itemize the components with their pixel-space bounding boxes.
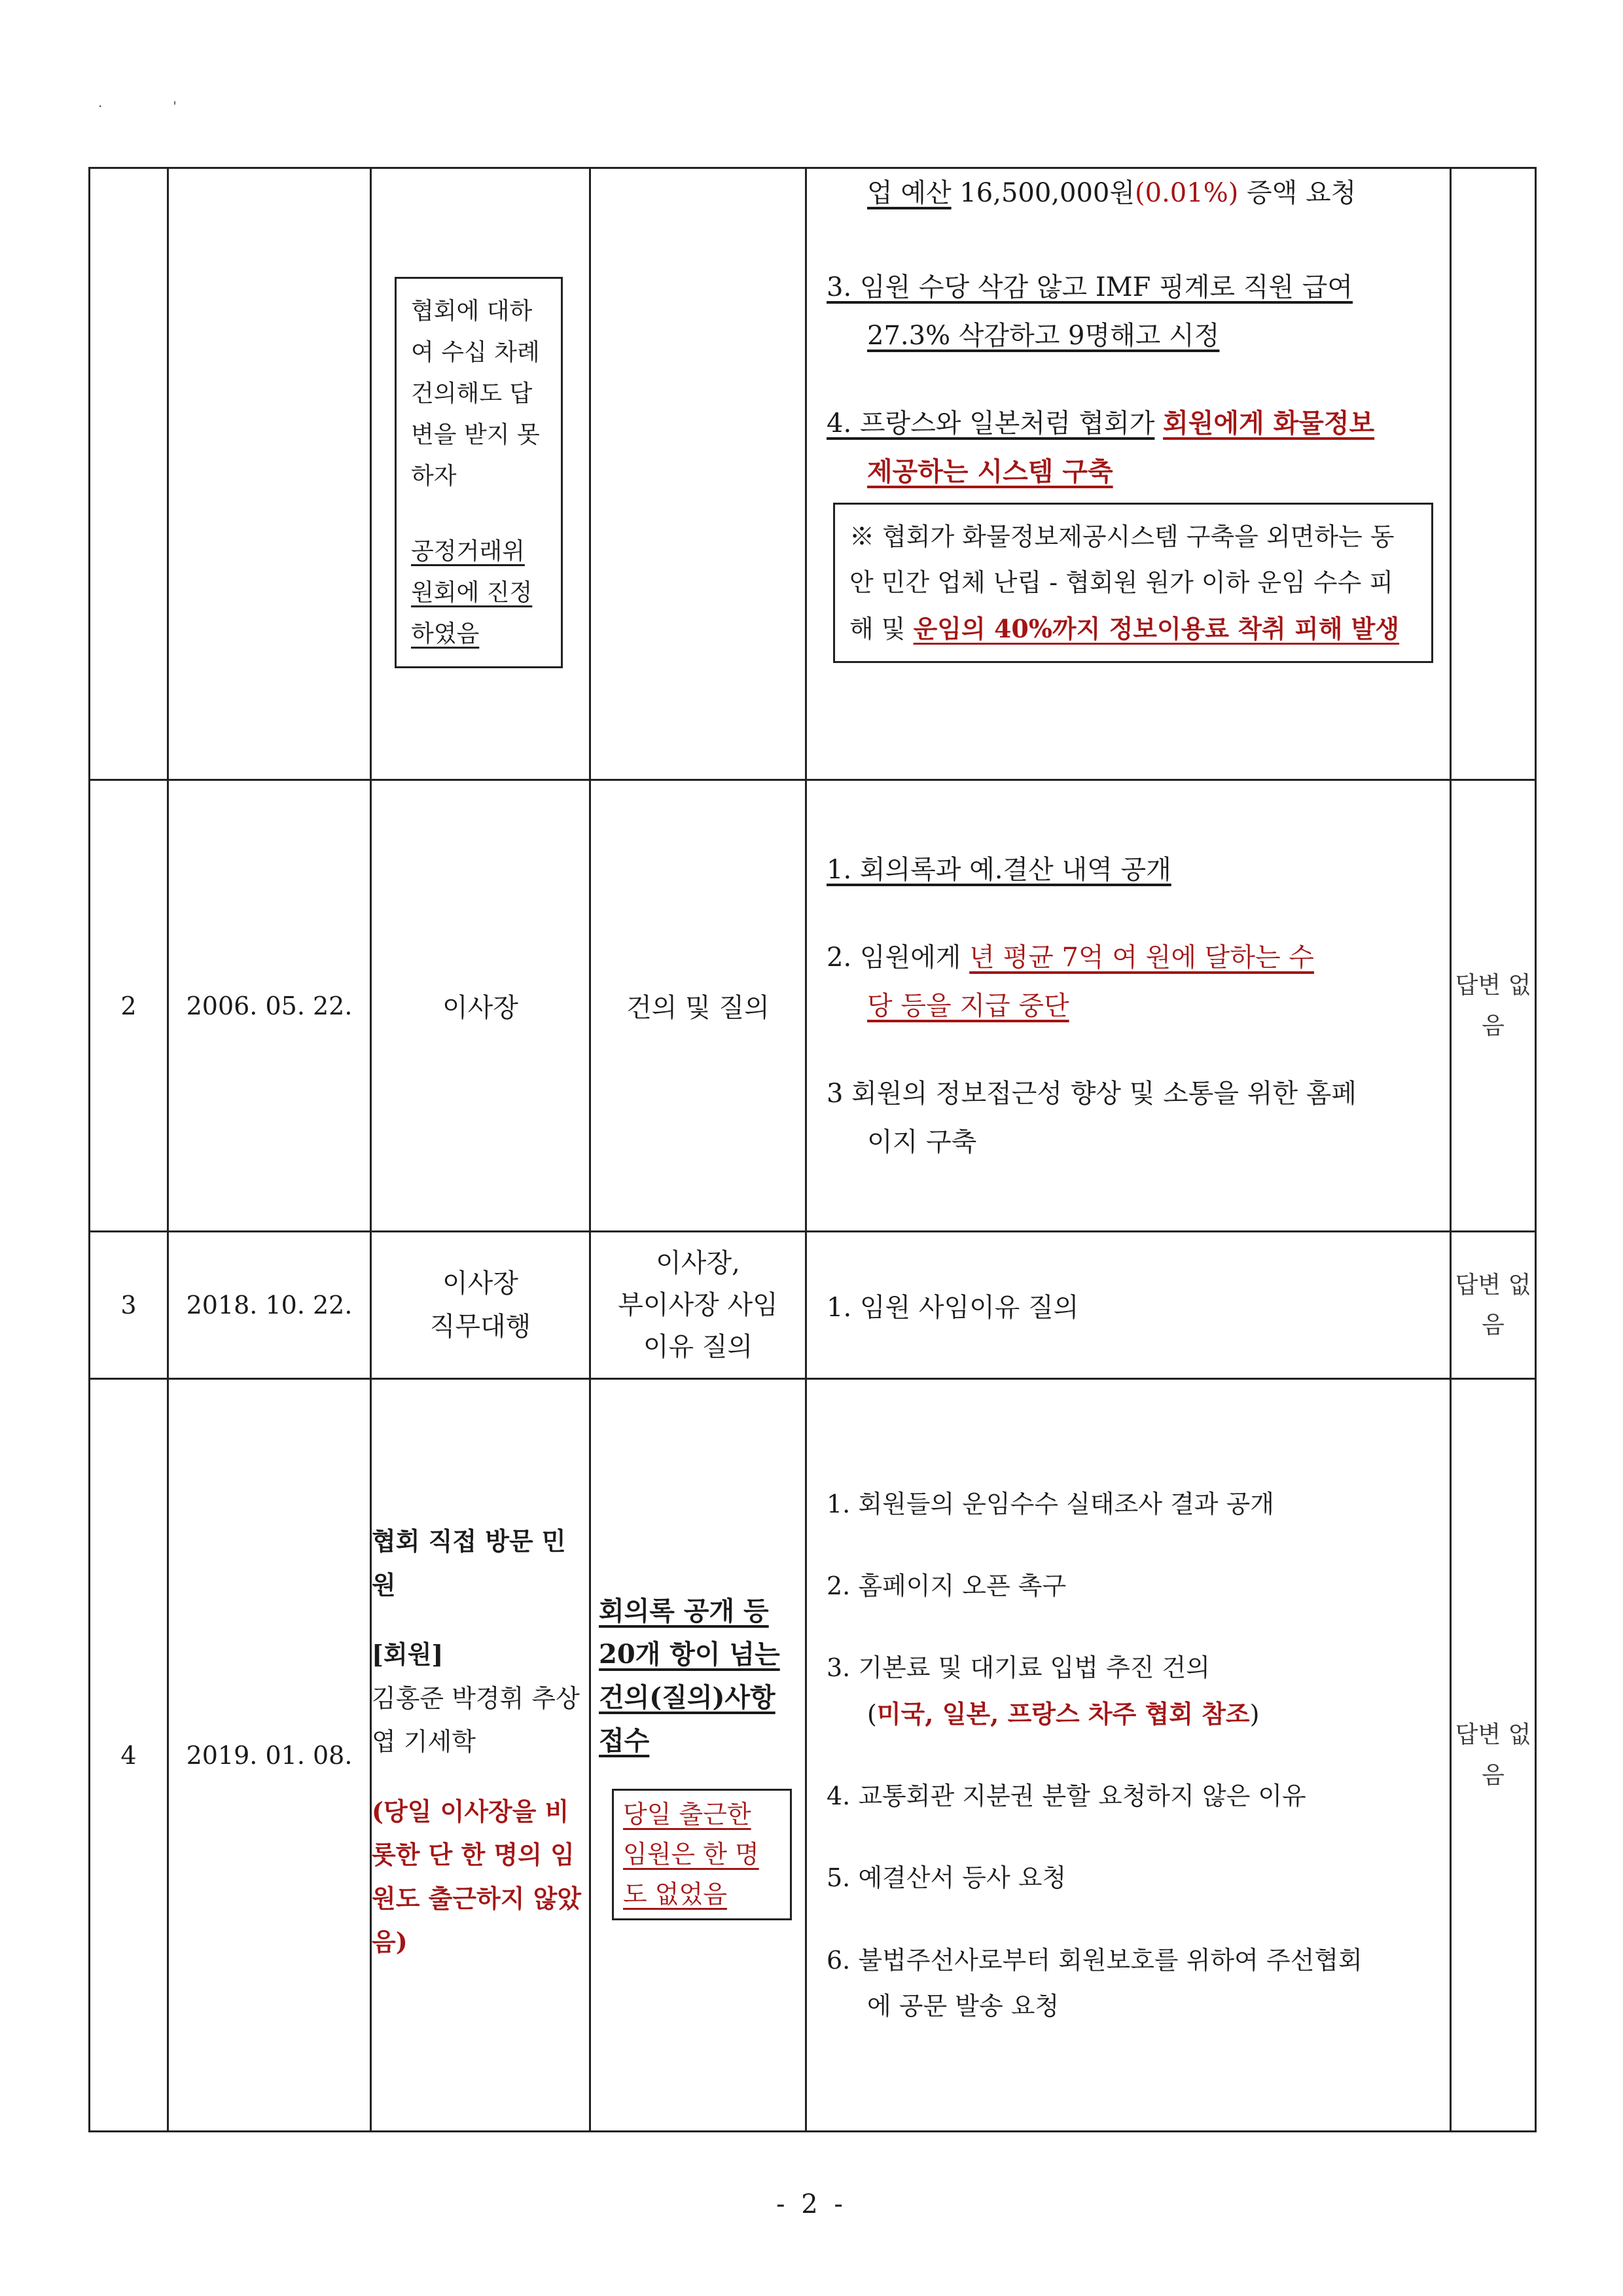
request-highlight: 제공하는 시스템 구축 <box>867 456 1113 487</box>
request-item <box>827 846 1433 894</box>
request-type-line: 이사장, <box>656 1248 740 1278</box>
requester-cell <box>371 1232 590 1379</box>
request-text: 1. 임원 사임이유 질의 <box>827 1292 1079 1323</box>
request-item <box>827 169 1433 217</box>
scan-specks: · ' <box>98 98 177 114</box>
request-list <box>807 826 1450 1186</box>
request-text: 4. 교통회관 지분권 분할 요청하지 않은 이유 <box>827 1782 1306 1810</box>
request-type-cell <box>590 168 806 780</box>
requester-title: 협회 직접 방문 민원 <box>372 1526 566 1600</box>
members-label: [회원] <box>372 1640 444 1670</box>
request-item <box>827 263 1433 360</box>
requester-note-line: 공정거래위원회에 진정하였음 <box>411 538 533 647</box>
request-content-cell <box>806 1232 1451 1379</box>
answer-cell: 답변 없음 <box>1451 780 1536 1232</box>
request-type-note: 당일 출근한 임원은 한 명도 없었음 <box>612 1789 792 1920</box>
request-highlight: 미국, 일본, 프랑스 차주 협회 참조 <box>876 1698 1250 1729</box>
requester-cell <box>371 1379 590 2132</box>
request-item <box>827 1645 1433 1737</box>
request-text: ) <box>1249 1699 1260 1729</box>
request-type-cell <box>590 1379 806 2132</box>
answer-cell <box>1451 168 1536 780</box>
request-text: 업 예산 <box>867 178 952 208</box>
table-row <box>90 1379 1536 2132</box>
request-text: 2. 홈페이지 오픈 촉구 <box>827 1571 1067 1601</box>
request-highlight: 회원에게 화물정보 <box>1163 408 1375 439</box>
request-text: 3. 기본료 및 대기료 입법 추진 건의 <box>827 1653 1210 1683</box>
request-type-line: 부이사장 사임 <box>618 1290 778 1320</box>
request-highlight: (0.01%) <box>1135 178 1239 208</box>
request-content-cell <box>806 168 1451 780</box>
request-text: 16,500,000원 <box>951 178 1135 208</box>
requester-note: (당일 이사장을 비롯한 단 한 명의 임원도 출근하지 않았음) <box>372 1796 582 1957</box>
row-number-cell <box>90 168 168 780</box>
request-type-main: 회의록 공개 등 20개 항이 넘는 건의(질의)사항 접수 <box>599 1596 780 1757</box>
row-number-cell: 4 <box>90 1379 168 2132</box>
note-box <box>833 503 1433 663</box>
complaint-history-table <box>88 167 1537 2132</box>
requester-line: 직무대행 <box>429 1312 531 1342</box>
row-number-cell: 2 <box>90 780 168 1232</box>
answer-cell: 답변 없음 <box>1451 1379 1536 2132</box>
date-cell: 2019. 01. 08. <box>168 1379 371 2132</box>
request-item <box>827 1773 1433 1819</box>
request-text: 27.3% 삭감하고 9명해고 시정 <box>867 321 1220 351</box>
request-text: 2. 임원에게 <box>827 942 961 973</box>
request-content-cell <box>806 1379 1451 2132</box>
request-item <box>827 1563 1433 1609</box>
date-cell: 2018. 10. 22. <box>168 1232 371 1379</box>
request-text: 3 회원의 정보접근성 향상 및 소통을 위한 홈페 <box>827 1078 1357 1109</box>
request-type-cell <box>590 1232 806 1379</box>
request-item <box>827 1481 1433 1527</box>
requester-note-box <box>395 277 563 668</box>
request-highlight: 당 등을 지급 중단 <box>867 990 1069 1021</box>
row-number-cell: 3 <box>90 1232 168 1379</box>
request-list <box>807 169 1450 516</box>
request-item <box>827 1937 1433 2030</box>
request-text: 에 공문 발송 요청 <box>867 1991 1060 2020</box>
request-item <box>827 399 1433 496</box>
request-text: 1. 회의록과 예.결산 내역 공개 <box>827 854 1171 885</box>
request-text: 1. 회원들의 운임수수 실태조사 결과 공개 <box>827 1489 1274 1518</box>
request-item <box>827 1855 1433 1901</box>
note-highlight: 운임의 40%까지 정보이용료 착취 피해 발생 <box>913 613 1400 643</box>
request-type-line: 이유 질의 <box>643 1332 753 1362</box>
page-number: - 2 - <box>776 2189 847 2219</box>
request-list <box>807 1462 1450 2049</box>
request-item <box>827 933 1433 1030</box>
date-cell: 2006. 05. 22. <box>168 780 371 1232</box>
request-highlight: 년 평균 7억 여 원에 달하는 수 <box>969 942 1314 973</box>
requester-cell <box>371 168 590 780</box>
note-text: ※ 협회가 화물정보제공시스템 구축을 외면하는 동안 민간 업체 난립 - 협회원 원가 이하 운임 수수 피해 및 <box>849 522 1395 643</box>
date-cell <box>168 168 371 780</box>
request-text: 6. 불법주선사로부터 회원보호를 위하여 주선협회 <box>827 1945 1363 1975</box>
table-row <box>90 780 1536 1232</box>
request-type-cell: 건의 및 질의 <box>590 780 806 1232</box>
table-row-continued <box>90 168 1536 780</box>
request-item <box>827 1069 1433 1166</box>
request-text: 5. 예결산서 등사 요청 <box>827 1863 1067 1893</box>
request-text: 증액 요청 <box>1238 178 1357 208</box>
request-text: ( <box>867 1699 877 1729</box>
members-list: 김홍준 박경휘 추상엽 기세학 <box>372 1683 580 1757</box>
answer-cell: 답변 없음 <box>1451 1232 1536 1379</box>
requester-line: 이사장 <box>442 1268 518 1299</box>
request-text: 3. 임원 수당 삭감 않고 IMF 핑계로 직원 급여 <box>827 272 1353 302</box>
request-text: 4. 프랑스와 일본처럼 협회가 <box>827 408 1155 439</box>
request-content-cell <box>806 780 1451 1232</box>
request-text: 이지 구축 <box>867 1126 977 1157</box>
requester-note-line: 협회에 대하여 수십 차례 건의해도 답변을 받지 못하자 <box>411 298 540 490</box>
requester-cell: 이사장 <box>371 780 590 1232</box>
table-row <box>90 1232 1536 1379</box>
